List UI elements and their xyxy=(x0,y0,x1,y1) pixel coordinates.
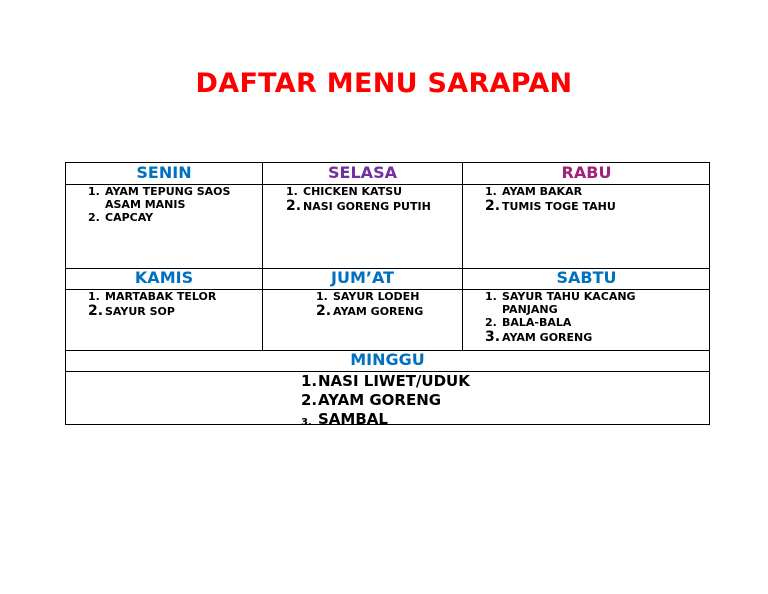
menu-list-senin xyxy=(88,185,258,224)
list-item xyxy=(316,303,461,320)
item-text: CHICKEN KATSU xyxy=(303,185,403,198)
item-text: SAMBAL xyxy=(318,410,388,428)
item-text: SAYUR LODEH xyxy=(333,290,420,303)
item-number: 2. xyxy=(286,198,302,214)
col-divider xyxy=(462,163,463,350)
list-item xyxy=(301,410,470,429)
item-text: AYAM TEPUNG SAOS xyxy=(105,185,231,198)
list-item xyxy=(88,211,258,224)
item-number: 1. xyxy=(316,290,328,303)
item-text: NASI GORENG PUTIH xyxy=(303,200,431,213)
item-text: AYAM GORENG xyxy=(318,391,442,409)
item-text: NASI LIWET/UDUK xyxy=(318,372,470,390)
item-text: CAPCAY xyxy=(105,211,154,224)
item-number: 1. xyxy=(485,185,497,198)
menu-table xyxy=(65,162,710,428)
item-text: SAYUR TAHU KACANG xyxy=(502,290,636,303)
item-text: BALA-BALA xyxy=(502,316,572,329)
item-number: 1. xyxy=(301,372,318,390)
item-number: 2. xyxy=(301,391,318,409)
day-header-jumat: JUM’AT xyxy=(331,268,394,287)
list-item xyxy=(485,198,705,215)
menu-list-minggu xyxy=(301,372,470,429)
item-text: MARTABAK TELOR xyxy=(105,290,217,303)
item-number: 3. xyxy=(485,329,501,345)
item-text: TUMIS TOGE TAHU xyxy=(502,200,616,213)
item-number: 1. xyxy=(88,290,100,303)
list-item xyxy=(301,391,470,410)
list-item xyxy=(485,185,705,198)
item-text: AYAM BAKAR xyxy=(502,185,583,198)
day-header-sabtu: SABTU xyxy=(556,268,617,287)
day-header-minggu: MINGGU xyxy=(350,350,425,369)
item-number: 2. xyxy=(316,303,332,319)
list-item xyxy=(316,290,461,303)
item-text-continued: ASAM MANIS xyxy=(105,198,186,211)
item-number: 2. xyxy=(485,316,497,329)
item-number: 1. xyxy=(286,185,298,198)
item-number: 2. xyxy=(88,211,100,224)
item-text: SAYUR SOP xyxy=(105,305,175,318)
item-number: 1. xyxy=(88,185,100,198)
item-text: AYAM GORENG xyxy=(333,305,424,318)
item-number: 3. xyxy=(301,417,312,428)
menu-list-jumat xyxy=(316,290,461,320)
menu-list-rabu xyxy=(485,185,705,215)
day-header-selasa: SELASA xyxy=(328,163,397,182)
col-divider xyxy=(262,163,263,350)
day-header-senin: SENIN xyxy=(136,163,192,182)
day-header-kamis: KAMIS xyxy=(134,268,194,287)
page-title: DAFTAR MENU SARAPAN xyxy=(195,68,573,99)
list-item xyxy=(485,316,705,329)
item-number: 2. xyxy=(88,303,104,319)
menu-list-kamis xyxy=(88,290,258,320)
menu-list-sabtu xyxy=(485,290,705,346)
item-text: AYAM GORENG xyxy=(502,331,593,344)
list-item xyxy=(301,372,470,391)
list-item xyxy=(286,185,461,198)
list-item xyxy=(88,185,258,211)
list-item xyxy=(485,329,705,346)
day-header-rabu: RABU xyxy=(561,163,612,182)
item-number: 2. xyxy=(485,198,501,214)
item-text-continued: PANJANG xyxy=(502,303,558,316)
list-item xyxy=(88,290,258,303)
item-number: 1. xyxy=(485,290,497,303)
menu-list-selasa xyxy=(286,185,461,215)
list-item xyxy=(485,290,705,316)
list-item xyxy=(286,198,461,215)
list-item xyxy=(88,303,258,320)
